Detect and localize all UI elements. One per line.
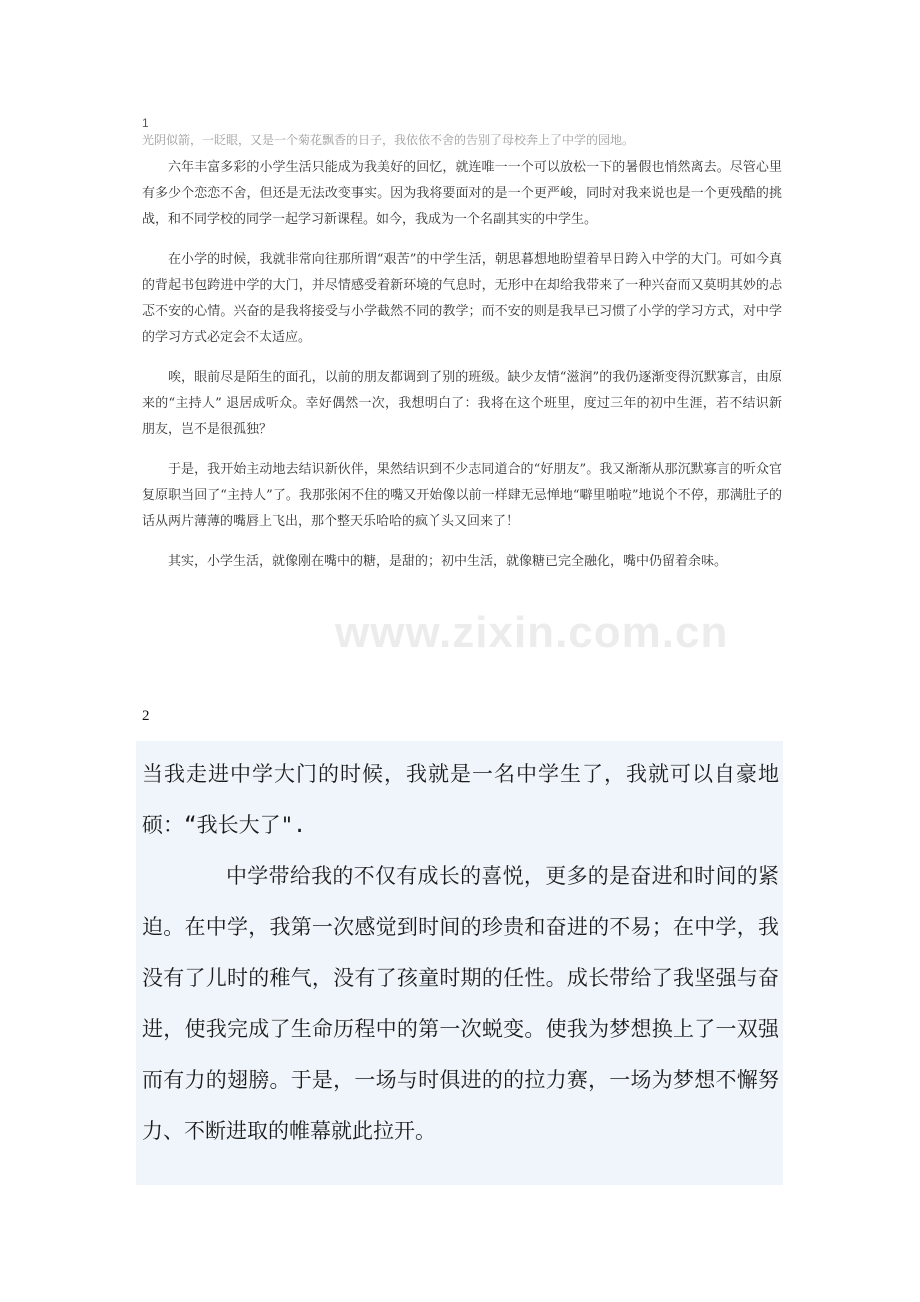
paragraph: 其实，小学生活，就像刚在嘴中的糖，是甜的；初中生活，就像糖已完全融化，嘴中仍留着余味。 <box>168 554 728 569</box>
section-number: 2 <box>142 708 150 724</box>
document-section-one <box>142 115 782 589</box>
intro-line: 光阴似箭，一眨眼，又是一个菊花飘香的日子，我依依不舍的告别了母校奔上了中学的园地。 <box>142 133 635 147</box>
paragraph: 当我走进中学大门的时候，我就是一名中学生了，我就可以自豪地硕：“我长大了". <box>142 762 779 837</box>
paragraph: 在小学的时候，我就非常向往那所谓“艰苦”的中学生活，朝思暮想地盼望着早日跨入中学的大门。可如今真的背起书包跨进中学的大门，并尽情感受着新环境的气息时，无形中在却给我带来了一种兴奋而又莫明其妙的忐忑不安的心情。兴奋的是我将接受与小学截然不同的教学；而不安的则是我早已习惯了小学的学习方式，对中学的学习方式必定会不太适应。 <box>142 252 782 345</box>
watermark: www.zixin.com.cn <box>335 608 729 657</box>
paragraph: 唉，眼前尽是陌生的面孔，以前的朋友都调到了别的班级。缺少友情“滋润”的我仍逐渐变得沉默寡言，由原来的“主持人” 退居成听众。幸好偶然一次，我想明白了：我将在这个班里，度过三年的初中生涯，若不结识新朋友，岂不是很孤独？ <box>142 370 782 437</box>
paragraph: 六年丰富多彩的小学生活只能成为我美好的回忆，就连唯一一个可以放松一下的暑假也悄然离去。尽管心里有多少个恋恋不舍，但还是无法改变事实。因为我将要面对的是一个更严峻，同时对我来说也是一个更残酷的挑战，和不同学校的同学一起学习新课程。如今，我成为一个名副其实的中学生。 <box>142 160 782 227</box>
section-number: 1 <box>142 116 149 130</box>
paragraph: 中学带给我的不仅有成长的喜悦，更多的是奋进和时间的紧迫。在中学，我第一次感觉到时间的珍贵和奋进的不易；在中学，我没有了儿时的稚气，没有了孩童时期的任性。成长带给了我坚强与奋进，使我完成了生命历程中的第一次蜕变。使我为梦想换上了一双强而有力的翅膀。于是，一场与时俱进的的拉力赛，一场为梦想不懈努力、不断进取的帷幕就此拉开。 <box>142 864 779 1143</box>
highlighted-text-block <box>136 741 783 1185</box>
paragraph: 于是，我开始主动地去结识新伙伴，果然结识到不少志同道合的“好朋友”。我又渐渐从那沉默寡言的听众官复原职当回了“主持人”了。我那张闲不住的嘴又开始像以前一样肆无忌惮地“噼里啪啦”地说个不停，那满肚子的话从两片薄薄的嘴唇上飞出，那个整天乐哈哈的疯丫头又回来了！ <box>142 462 782 529</box>
